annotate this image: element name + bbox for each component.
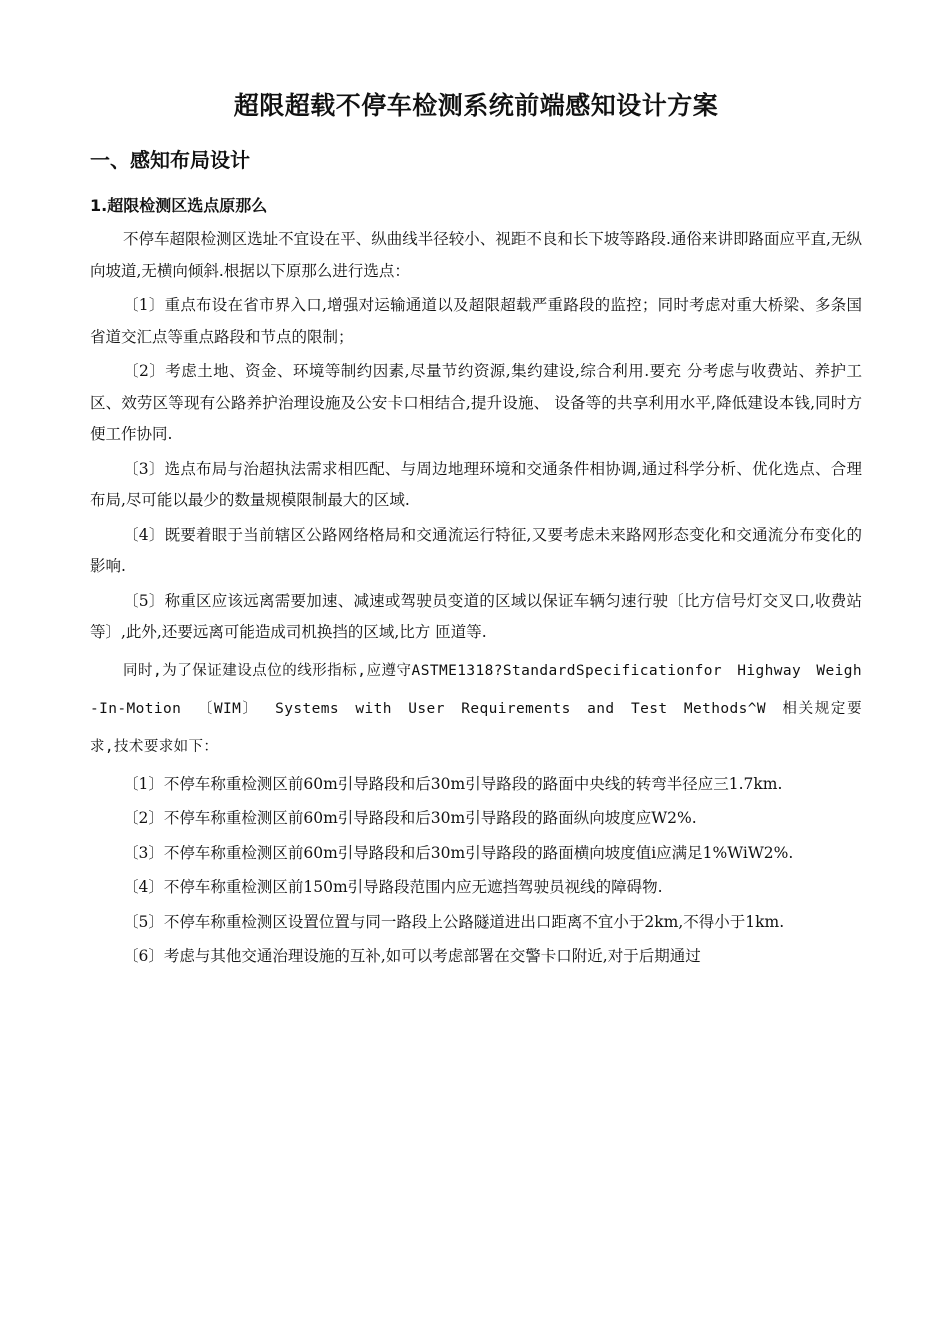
subsection-heading: 1.超限检测区选点原那么 [90,196,268,215]
document-title: 超限超载不停车检测系统前端感知设计方案 [233,91,719,120]
paragraph-principle-5: 〔5〕称重区应该远离需要加速、减速或驾驶员变道的区域以保证车辆匀速行驶〔比方信号灯交叉口,收费站等〕,此外,还要远离可能造成司机换挡的区域,比方 匝道等. [90,591,862,641]
paragraph-requirement-6: 〔6〕考虑与其他交通治理设施的互补,如可以考虑部署在交警卡口附近,对于后期通过 [123,947,701,965]
paragraph-principle-1: 〔1〕重点布设在省市界入口,增强对运输通道以及超限超载严重路段的监控；同时考虑对重大桥梁、多条国省道交汇点等重点路段和节点的限制； [90,296,862,346]
paragraph-intro: 不停车超限检测区选址不宜设在平、纵曲线半径较小、视距不良和长下坡等路段.通俗来讲即路面应平直,无纵向坡道,无横向倾斜.根据以下原那么进行选点： [90,230,862,280]
paragraph-principle-3: 〔3〕选点布局与治超执法需求相匹配、与周边地理环境和交通条件相协调,通过科学分析、优化选点、合理布局,尽可能以最少的数量规模限制最大的区域. [90,459,862,509]
paragraph-requirement-2: 〔2〕不停车称重检测区前60m引导路段和后30m引导路段的路面纵向坡度应W2%. [123,809,697,827]
section-heading: 一、感知布局设计 [90,148,250,172]
paragraph-standard: 同时,为了保证建设点位的线形指标,应遵守ASTME1318?StandardSpecificationfor Highway Weigh-In-Motion 〔WIM〕 Systems with User Requirements and Test Methods^W 相关规定要求,技术要求如下： [90,662,862,755]
paragraph-requirement-5: 〔5〕不停车称重检测区设置位置与同一路段上公路隧道进出口距离不宜小于2km,不得小于1km. [123,912,785,931]
paragraph-principle-4: 〔4〕既要着眼于当前辖区公路网络格局和交通流运行特征,又要考虑未来路网形态变化和交通流分布变化的影响. [90,525,862,575]
paragraph-requirement-1: 〔1〕不停车称重检测区前60m引导路段和后30m引导路段的路面中央线的转弯半径应三1.7km. [123,774,783,793]
paragraph-requirement-4: 〔4〕不停车称重检测区前150m引导路段范围内应无遮挡驾驶员视线的障碍物. [123,878,663,896]
paragraph-principle-2: 〔2〕考虑土地、资金、环境等制约因素,尽量节约资源,集约建设,综合利用.要充 分考虑与收费站、养护工区、效劳区等现有公路养护治理设施及公安卡口相结合,提升设施、 设备等的共享利用水平,降低建设本钱,同时方便工作协同. [90,362,862,443]
document-page [90,86,862,976]
paragraph-requirement-3: 〔3〕不停车称重检测区前60m引导路段和后30m引导路段的路面横向坡度值i应满足1%WiW2%. [123,843,794,862]
